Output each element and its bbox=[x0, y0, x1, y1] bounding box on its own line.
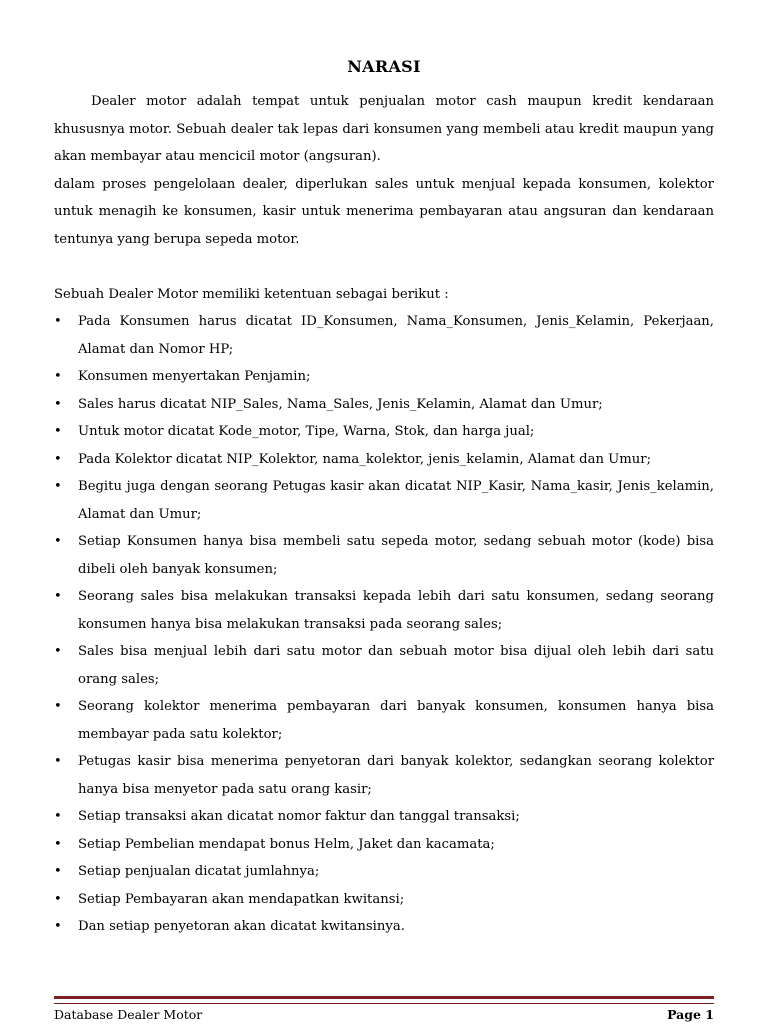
rule-text: Sales bisa menjual lebih dari satu motor dan sebuah motor bisa dijual oleh lebih dari satu orang sales; bbox=[78, 644, 714, 687]
rule-item bbox=[54, 748, 714, 803]
rule-item bbox=[54, 693, 714, 748]
rule-item bbox=[54, 528, 714, 583]
bullet-icon: • bbox=[54, 314, 62, 329]
paragraph-gap bbox=[54, 253, 714, 281]
rule-item bbox=[54, 638, 714, 693]
rule-item bbox=[54, 308, 714, 363]
footer-document-title: Database Dealer Motor bbox=[54, 1007, 203, 1022]
page-title: NARASI bbox=[347, 57, 421, 76]
rules-intro: Sebuah Dealer Motor memiliki ketentuan sebagai berikut : bbox=[54, 286, 449, 302]
rule-item bbox=[54, 473, 714, 528]
rule-item bbox=[54, 363, 714, 391]
rule-text: Setiap Pembelian mendapat bonus Helm, Jaket dan kacamata; bbox=[78, 836, 495, 852]
bullet-icon: • bbox=[54, 919, 62, 934]
rule-text: Seorang kolektor menerima pembayaran dari banyak konsumen, konsumen hanya bisa membayar pada satu kolektor; bbox=[78, 699, 714, 742]
rule-text: Setiap Konsumen hanya bisa membeli satu sepeda motor, sedang sebuah motor (kode) bisa dibeli oleh banyak konsumen; bbox=[78, 534, 714, 577]
rule-text: Pada Kolektor dicatat NIP_Kolektor, nama_kolektor, jenis_kelamin, Alamat dan Umur; bbox=[78, 451, 652, 467]
paragraph-process: dalam proses pengelolaan dealer, diperlukan sales untuk menjual kepada konsumen, kolektor untuk menagih ke konsumen, kasir untuk menerima pembayaran atau angsuran dan kendaraan tentunya yang berupa sepeda motor. bbox=[54, 176, 714, 247]
rule-item bbox=[54, 391, 714, 419]
paragraph-intro: Dealer motor adalah tempat untuk penjualan motor cash maupun kredit kendaraan khususnya motor. Sebuah dealer tak lepas dari konsumen yang membeli atau kredit maupun yang akan membayar atau mencicil motor (angsuran). bbox=[54, 94, 714, 164]
bullet-icon: • bbox=[54, 836, 62, 852]
page-footer bbox=[54, 1007, 714, 1022]
bullet-icon: • bbox=[54, 369, 62, 384]
bullet-icon: • bbox=[54, 754, 62, 769]
rule-text: Begitu juga dengan seorang Petugas kasir akan dicatat NIP_Kasir, Nama_kasir, Jenis_kelamin, Alamat dan Umur; bbox=[78, 479, 714, 522]
bullet-icon: • bbox=[54, 809, 62, 824]
bullet-icon: • bbox=[54, 396, 62, 412]
rule-item bbox=[54, 446, 714, 474]
rule-text: Dan setiap penyetoran akan dicatat kwitansinya. bbox=[78, 919, 405, 934]
rule-item bbox=[54, 803, 714, 831]
rule-text: Sales harus dicatat NIP_Sales, Nama_Sales, Jenis_Kelamin, Alamat dan Umur; bbox=[78, 396, 603, 412]
rule-text: Seorang sales bisa melakukan transaksi kepada lebih dari satu konsumen, sedang seorang konsumen hanya bisa melakukan transaksi pada seorang sales; bbox=[78, 589, 714, 632]
bullet-icon: • bbox=[54, 424, 62, 439]
rule-item bbox=[54, 858, 714, 886]
document-body bbox=[54, 88, 714, 941]
rule-text: Petugas kasir bisa menerima penyetoran dari banyak kolektor, sedangkan seorang kolektor hanya bisa menyetor pada satu orang kasir; bbox=[78, 754, 714, 797]
rules-list bbox=[54, 308, 714, 941]
bullet-icon: • bbox=[54, 864, 62, 879]
bullet-icon: • bbox=[54, 589, 62, 604]
footer-divider bbox=[54, 996, 714, 1004]
bullet-icon: • bbox=[54, 479, 62, 494]
rule-item bbox=[54, 831, 714, 859]
rule-text: Setiap Pembayaran akan mendapatkan kwitansi; bbox=[78, 891, 405, 907]
bullet-icon: • bbox=[54, 451, 62, 467]
rule-text: Pada Konsumen harus dicatat ID_Konsumen, Nama_Konsumen, Jenis_Kelamin, Pekerjaan, Alamat dan Nomor HP; bbox=[78, 314, 714, 357]
bullet-icon: • bbox=[54, 699, 62, 714]
rule-text: Setiap penjualan dicatat jumlahnya; bbox=[78, 864, 320, 879]
bullet-icon: • bbox=[54, 891, 62, 907]
rule-item bbox=[54, 583, 714, 638]
footer-page-number: Page 1 bbox=[667, 1007, 714, 1022]
rule-item bbox=[54, 886, 714, 914]
rule-item bbox=[54, 913, 714, 941]
rule-text: Untuk motor dicatat Kode_motor, Tipe, Warna, Stok, dan harga jual; bbox=[78, 424, 535, 439]
bullet-icon: • bbox=[54, 534, 62, 549]
rule-text: Setiap transaksi akan dicatat nomor faktur dan tanggal transaksi; bbox=[78, 809, 520, 824]
bullet-icon: • bbox=[54, 644, 62, 659]
rule-item bbox=[54, 418, 714, 446]
rule-text: Konsumen menyertakan Penjamin; bbox=[78, 369, 311, 384]
